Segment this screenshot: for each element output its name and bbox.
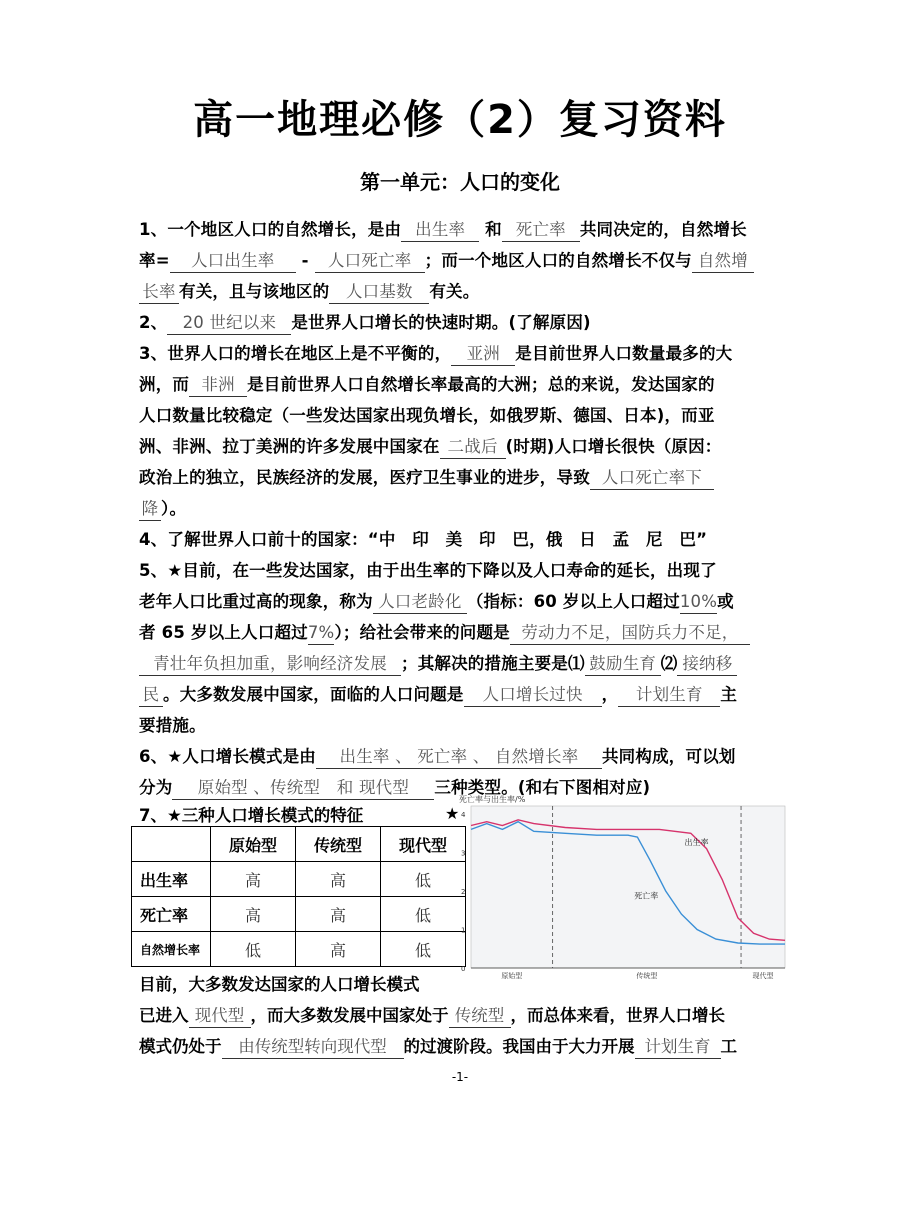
answer-blank: 鼓励生育 xyxy=(585,653,661,676)
text-line xyxy=(139,307,789,338)
text-line xyxy=(139,431,789,462)
answer-blank: 劳动力不足，国防兵力不足， xyxy=(510,622,750,645)
table-header: 现代型 xyxy=(381,827,466,862)
table-cell: 高 xyxy=(211,897,296,932)
page-title: 高一地理必修（2）复习资料 xyxy=(193,97,727,143)
after-text xyxy=(139,969,789,1062)
y-tick-label: 4 xyxy=(461,811,466,819)
page-number: -1- xyxy=(451,1070,469,1084)
y-tick-label: 3 xyxy=(461,849,466,858)
text-segment: ；其解决的措施主要是⑴ xyxy=(401,654,585,673)
text-segment: 是目前世界人口数量最多的大 xyxy=(515,344,733,363)
text-line xyxy=(139,1031,789,1062)
text-line xyxy=(139,648,789,679)
text-segment: 有关，且与该地区的 xyxy=(179,282,330,301)
answer-blank: 计划生育 xyxy=(618,684,720,707)
population-chart xyxy=(445,792,789,988)
text-segment: 三种类型。(和右下图相对应) xyxy=(434,778,651,797)
text-segment: 或 xyxy=(717,592,734,611)
text-segment: 工 xyxy=(720,1037,737,1056)
row-label: 出生率 xyxy=(132,862,211,897)
text-line xyxy=(139,741,789,772)
text-line xyxy=(139,524,789,555)
body-text xyxy=(139,214,789,803)
answer-blank: 亚洲 xyxy=(451,343,515,366)
text-line xyxy=(139,555,789,586)
text-segment: 模式仍处于 xyxy=(139,1037,222,1056)
text-line xyxy=(139,493,789,524)
table-cell: 低 xyxy=(211,932,296,967)
text-segment: 2、 xyxy=(139,313,168,332)
pattern-table xyxy=(131,826,466,967)
text-line xyxy=(139,369,789,400)
star-marker: ★ xyxy=(445,804,460,823)
text-segment: 1、一个地区人口的自然增长，是由 xyxy=(139,220,402,239)
text-segment: 要措施。 xyxy=(139,716,206,735)
y-tick-label: 1 xyxy=(461,926,466,935)
text-line xyxy=(139,462,789,493)
text-segment: 4、了解世界人口前十的国家：“中 印 美 印 巴，俄 日 孟 尼 巴” xyxy=(139,530,708,549)
answer-blank: 传统型 xyxy=(449,1005,511,1028)
text-segment: 5、★目前，在一些发达国家，由于出生率的下降以及人口寿命的延长，出现了 xyxy=(139,561,717,580)
answer-blank: 原始型 、传统型 和 现代型 xyxy=(172,777,434,800)
text-segment: 共同构成，可以划 xyxy=(601,747,736,766)
text-segment: ⑵ xyxy=(660,654,678,673)
text-segment: ）；给社会带来的问题是 xyxy=(334,623,510,642)
answer-blank: 现代型 xyxy=(189,1005,251,1028)
text-segment: 有关。 xyxy=(429,282,480,301)
answer-blank: 非洲 xyxy=(189,374,247,397)
text-segment: 分为 xyxy=(139,778,173,797)
series-label: 出生率 xyxy=(684,837,709,847)
text-segment: 是世界人口增长的快速时期。(了解原因) xyxy=(291,313,591,332)
answer-blank: 7% xyxy=(308,622,335,645)
answer-blank: 二战后 xyxy=(440,436,506,459)
series-label: 死亡率 xyxy=(634,891,659,901)
text-segment: - xyxy=(295,251,315,270)
table-header: 原始型 xyxy=(211,827,296,862)
stage-label: 现代型 xyxy=(752,972,774,980)
text-line xyxy=(139,710,789,741)
text-line xyxy=(139,679,789,710)
text-segment: 和 xyxy=(479,220,502,239)
answer-blank: 计划生育 xyxy=(635,1036,721,1059)
answer-blank: 10% xyxy=(680,591,717,614)
unit-title: 第一单元：人口的变化 xyxy=(360,170,560,194)
answer-blank: 出生率 xyxy=(401,219,479,242)
answer-blank: 人口出生率 xyxy=(170,250,296,273)
text-line xyxy=(139,1000,789,1031)
answer-blank: 人口死亡率下 xyxy=(590,467,714,490)
table-cell: 高 xyxy=(211,862,296,897)
text-segment: 洲、非洲、拉丁美洲的许多发展中国家在 xyxy=(139,437,440,456)
answer-blank: 出生率 、 死亡率 、 自然增长率 xyxy=(316,746,602,769)
text-segment: 。大多数发展中国家，面临的人口问题是 xyxy=(163,685,464,704)
text-segment: 率= xyxy=(139,251,170,270)
text-segment: ，而大多数发展中国家处于 xyxy=(250,1006,449,1025)
table-cell: 低 xyxy=(381,897,466,932)
text-line xyxy=(139,969,789,1000)
text-segment: (时期)人口增长很快（原因： xyxy=(505,437,722,456)
answer-blank: 降 xyxy=(139,498,161,521)
table-cell: 高 xyxy=(296,897,381,932)
text-line xyxy=(139,617,789,648)
text-segment: 者 65 岁以上人口超过 xyxy=(139,623,308,642)
answer-blank: 青壮年负担加重，影响经济发展 xyxy=(139,653,401,676)
row-label: 死亡率 xyxy=(132,897,211,932)
table-cell: 高 xyxy=(296,932,381,967)
section-7-heading: 7、★三种人口增长模式的特征 xyxy=(139,806,364,825)
text-line xyxy=(139,400,789,431)
text-segment: ）。 xyxy=(161,499,187,518)
answer-blank: 死亡率 xyxy=(502,219,580,242)
stage-label: 原始型 xyxy=(501,972,523,980)
table-cell: 低 xyxy=(381,862,466,897)
text-segment: 是目前世界人口自然增长率最高的大洲；总的来说，发达国家的 xyxy=(247,375,715,394)
text-segment: 老年人口比重过高的现象，称为 xyxy=(139,592,373,611)
text-segment: 目前，大多数发达国家的人口增长模式 xyxy=(139,975,420,994)
table-corner xyxy=(132,827,211,862)
text-segment: 政治上的独立，民族经济的发展，医疗卫生事业的进步，导致 xyxy=(139,468,590,487)
text-segment: 的过渡阶段。我国由于大力开展 xyxy=(403,1037,635,1056)
text-segment: 主 xyxy=(720,685,738,704)
answer-blank: 接纳移 xyxy=(677,653,737,676)
text-line xyxy=(139,245,789,276)
text-segment: 已进入 xyxy=(139,1006,189,1025)
text-line xyxy=(139,586,789,617)
answer-blank: 长率 xyxy=(139,281,179,304)
row-label: 自然增长率 xyxy=(132,932,211,967)
y-axis-label: 死亡率与出生率/% xyxy=(459,795,526,804)
table-cell: 高 xyxy=(296,862,381,897)
text-segment: ；而一个地区人口的自然增长不仅与 xyxy=(424,251,692,270)
text-line xyxy=(139,338,789,369)
text-line xyxy=(139,214,789,245)
text-segment: ， xyxy=(601,685,619,704)
answer-blank: 自然增 xyxy=(692,250,754,273)
text-segment: 6、★人口增长模式是由 xyxy=(139,747,316,766)
answer-blank: 人口死亡率 xyxy=(315,250,425,273)
answer-blank: 人口老龄化 xyxy=(373,591,467,614)
answer-blank: 民 xyxy=(139,684,163,707)
answer-blank: 人口基数 xyxy=(329,281,429,304)
text-segment: 3、世界人口的增长在地区上是不平衡的， xyxy=(139,344,452,363)
y-tick-label: 2 xyxy=(461,888,466,896)
table-header: 传统型 xyxy=(296,827,381,862)
text-segment: （指标：60 岁以上人口超过 xyxy=(466,592,680,611)
text-segment: ，而总体来看，世界人口增长 xyxy=(510,1006,725,1025)
population-chart-svg xyxy=(455,792,789,984)
text-line xyxy=(139,276,789,307)
answer-blank: 20 世纪以来 xyxy=(167,312,291,335)
y-tick-label: 0 xyxy=(461,965,466,973)
stage-label: 传统型 xyxy=(636,972,658,980)
answer-blank: 由传统型转向现代型 xyxy=(222,1036,404,1059)
text-segment: 共同决定的，自然增长 xyxy=(579,220,747,239)
table-cell: 低 xyxy=(381,932,466,967)
text-segment: 洲，而 xyxy=(139,375,190,394)
answer-blank: 人口增长过快 xyxy=(464,684,602,707)
text-segment: 人口数量比较稳定（一些发达国家出现负增长，如俄罗斯、德国、日本)，而亚 xyxy=(139,406,715,425)
